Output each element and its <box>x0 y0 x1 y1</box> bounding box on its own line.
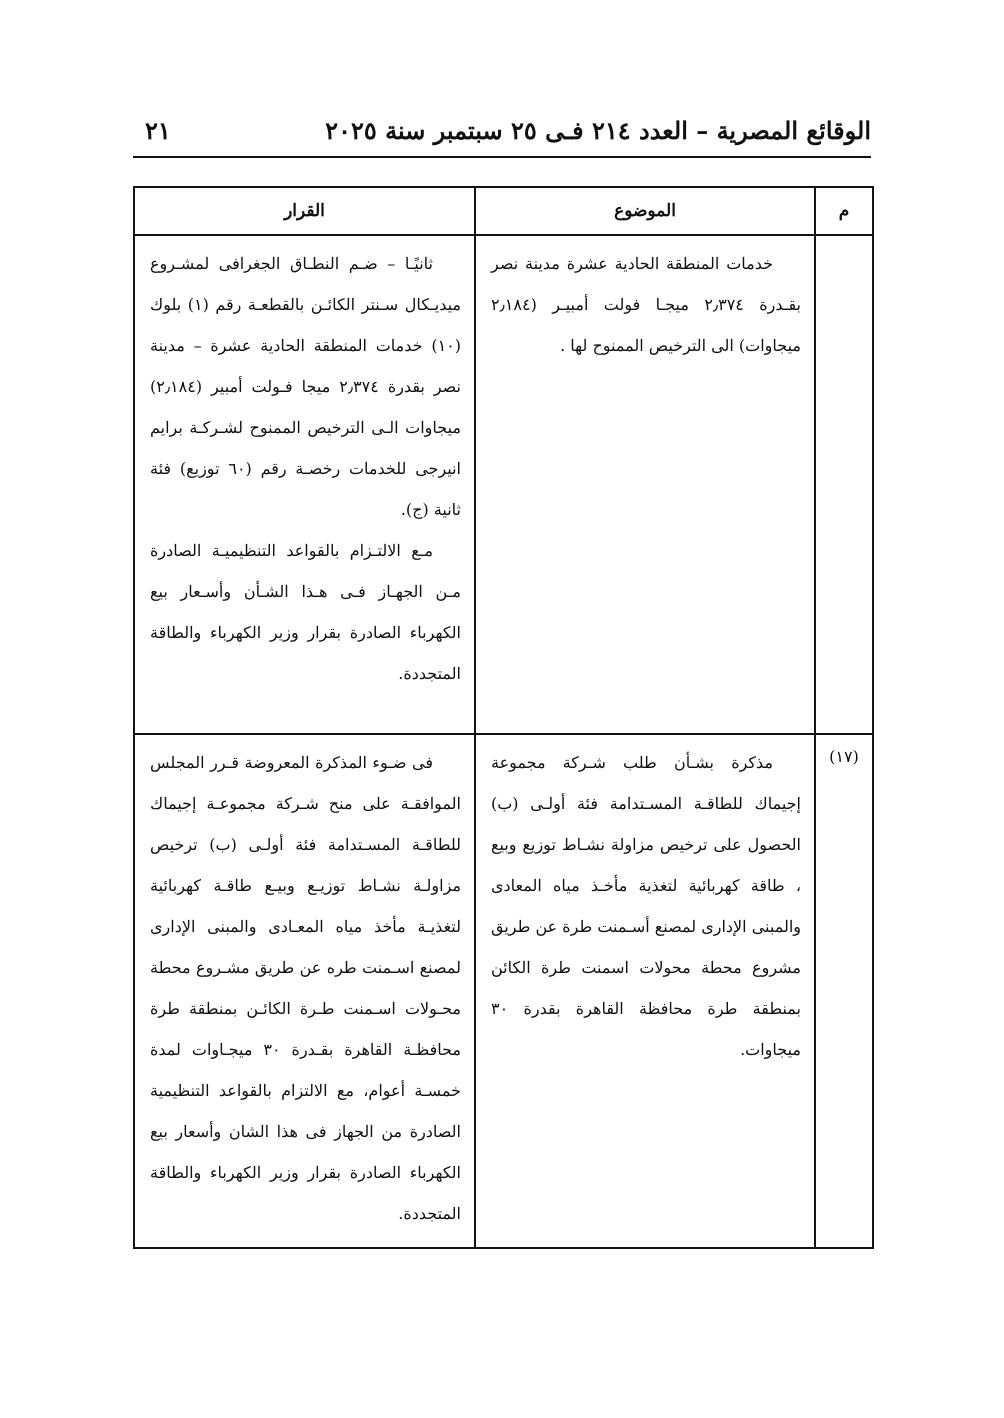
decision-text: ثانيًـا – ضـم النطـاق الجغرافى لمشـروع ميديـكال سـنتر الكائـن بالقطعـة رقم (١) بلوك (١٠) خدمات المنطقة الحادية عشرة – مدينة نصر بقدرة ٢٫٣٧٤ ميجا فـولت أمبير (٢٫١٨٤) ميجاوات الـى الترخيص الممنوح لشـركـة برايم انيرجى للخدمات رخصـة رقم (٦٠ توزيع) فئة ثانية (ج). <box>150 254 462 519</box>
decisions-table <box>133 186 874 1249</box>
column-header-decision: القرار <box>134 187 475 235</box>
decision-text: مـع الالتـزام بالقواعد التنظيميـة الصادرة مـن الجهـاز فـى هـذا الشـأن وأسـعار بيع الكهرباء الصادرة بقرار وزير الكهرباء والطاقة المتجددة. <box>150 541 461 683</box>
column-header-subject: الموضوع <box>475 187 815 235</box>
subject-text: مذكرة بشـأن طلب شـركة مجموعة إجيماك للطاقـة المسـتدامة فئة أولـى (ب) الحصول على ترخيص مزاولة نشـاط توزيع وبيع ، طاقة كهربائية لتغذية مأخـذ مياه المعادى والمبنى الإدارى لمصنع أسـمنت طرة عن طريق مشروع محطة محولات اسمنت طرة الكائن بمنطقة طرة محافظة القاهرة بقدرة ٣٠ ميجاوات. <box>491 753 801 1059</box>
subject-cell <box>475 734 815 1248</box>
gazette-title: الوقائع المصرية – العدد ٢١٤ فـى ٢٥ سبتمبر سنة ٢٠٢٥ <box>325 116 871 145</box>
table-row <box>134 235 873 734</box>
row-number: (١٧) <box>815 734 873 1248</box>
subject-text: خدمات المنطقة الحادية عشرة مدينة نصر بقـدرة ٢٫٣٧٤ ميجـا فولت أمبيـر (٢٫١٨٤ ميجاوات) الى الترخيص الممنوح لها . <box>491 254 802 355</box>
decision-cell <box>134 235 475 734</box>
page-number: ٢١ <box>145 116 171 145</box>
decision-cell <box>134 734 475 1248</box>
row-number <box>815 235 873 734</box>
table-header-row <box>134 187 873 235</box>
decision-text: فى ضـوء المذكرة المعروضة قـرر المجلس الموافقـة على منح شـركة مجموعـة إجيماك للطاقـة المسـتدامة فئة أولـى (ب) ترخيص مزاولـة نشـاط توزيـع وبيـع طاقـة كهربائية لتغذيـة مأخذ مياه المعـادى والمبنى الإدارى لمصنع اسـمنت طره عن طريق مشـروع محطة محـولات اسـمنت طـرة الكائـن بمنطقة طرة محافظـة القاهرة بقـدرة ٣٠ ميجـاوات لمدة خمسـة أعوام، مع الالتزام بالقواعد التنظيمية الصادرة من الجهاز فى هذا الشان وأسعار بيع الكهرباء الصادرة بقرار وزير الكهرباء والطاقة المتجددة. <box>150 753 461 1223</box>
column-header-number: م <box>815 187 873 235</box>
table-row <box>134 734 873 1248</box>
subject-cell <box>475 235 815 734</box>
page-header <box>133 112 871 158</box>
